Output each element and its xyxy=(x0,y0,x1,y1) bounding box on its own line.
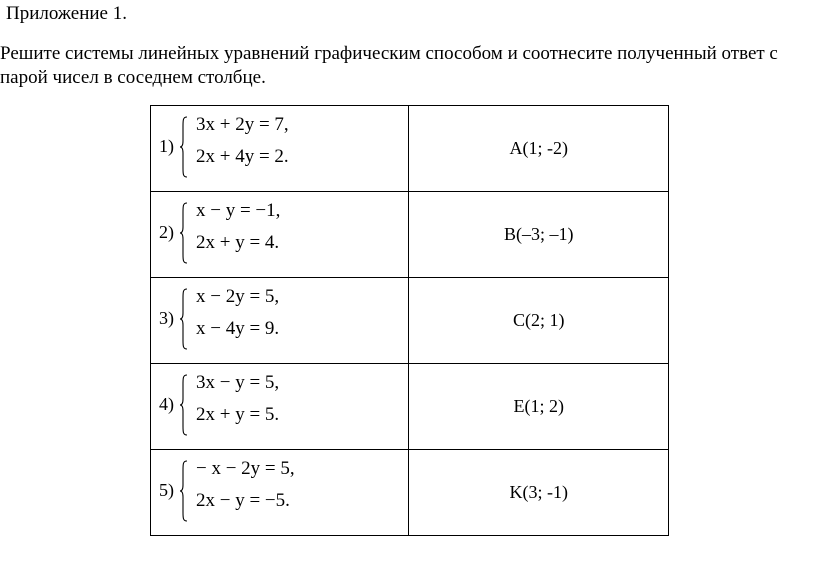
systems-table xyxy=(150,105,669,536)
answer-cell xyxy=(409,106,669,192)
system-number: 3) xyxy=(159,308,174,328)
system-cell xyxy=(151,364,409,450)
equation-2: 2x + 4y = 2. xyxy=(196,146,289,167)
table-row xyxy=(151,278,669,364)
system-cell xyxy=(151,450,409,536)
equation-1: 3x − y = 5, xyxy=(196,372,280,393)
brace-icon xyxy=(179,116,188,178)
task-instructions: Решите системы линейных уравнений графическим способом и соотнесите полученный ответ с парой чисел в соседнем столбце. xyxy=(0,43,778,88)
equation-2: 2x + y = 4. xyxy=(196,232,280,253)
brace-icon xyxy=(179,202,188,264)
table-row xyxy=(151,364,669,450)
equation-1: x − 2y = 5, xyxy=(196,286,280,307)
system-number: 5) xyxy=(159,480,174,500)
brace-icon xyxy=(179,288,188,350)
answer-cell xyxy=(409,192,669,278)
answer-pair: K(3; -1) xyxy=(509,482,568,502)
brace-icon xyxy=(179,460,188,522)
equation-1: x − y = −1, xyxy=(196,200,281,221)
system-cell xyxy=(151,278,409,364)
table-row xyxy=(151,192,669,278)
table-row xyxy=(151,106,669,192)
equation-2: x − 4y = 9. xyxy=(196,318,280,339)
answer-cell xyxy=(409,450,669,536)
appendix-title: Приложение 1. xyxy=(6,3,127,24)
table-row xyxy=(151,450,669,536)
system-number: 1) xyxy=(159,136,174,156)
brace-icon xyxy=(179,374,188,436)
system-cell xyxy=(151,106,409,192)
answer-pair: E(1; 2) xyxy=(513,396,564,416)
system-number: 2) xyxy=(159,222,174,242)
equation-1: − x − 2y = 5, xyxy=(196,458,295,479)
answer-cell xyxy=(409,278,669,364)
system-number: 4) xyxy=(159,394,174,414)
equation-2: 2x + y = 5. xyxy=(196,404,280,425)
answer-pair: A(1; -2) xyxy=(509,138,568,158)
answer-pair: C(2; 1) xyxy=(512,310,565,330)
answer-cell xyxy=(409,364,669,450)
answer-pair: B(–3; –1) xyxy=(503,224,574,244)
equation-2: 2x − y = −5. xyxy=(196,490,290,511)
system-cell xyxy=(151,192,409,278)
equation-1: 3x + 2y = 7, xyxy=(196,114,289,135)
